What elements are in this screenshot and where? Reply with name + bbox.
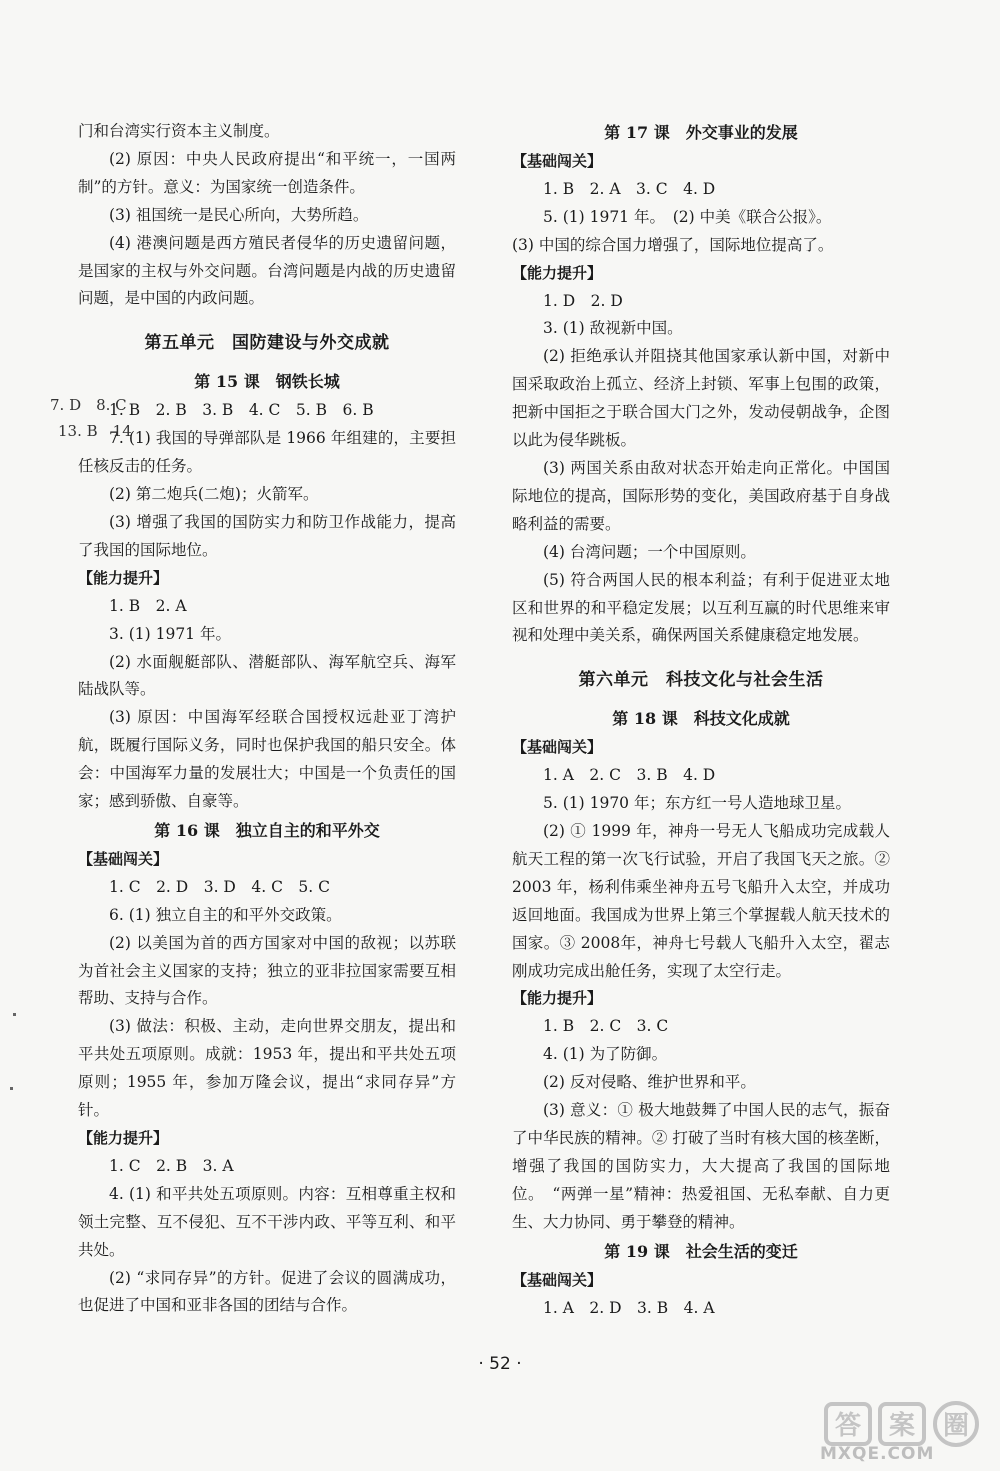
answer-paragraph: 1. C 2. B 3. A bbox=[109, 1156, 234, 1175]
answer-paragraph: 1. A 2. C 3. B 4. D bbox=[543, 766, 716, 785]
watermark-url: MXQE.COM bbox=[820, 1444, 935, 1464]
answer-paragraph: (3) 原因：中国海军经联合国授权远赴亚丁湾护航，既履行国际义务，同时也保护我国的船只安全。体会：中国海军力量的发展壮大；中国是一个负责任的国家；感到骄傲、自豪等。 bbox=[78, 708, 456, 811]
answer-paragraph: 7. (1) 我国的导弹部队是 1966 年组建的，主要担任核反击的任务。 bbox=[78, 429, 456, 476]
section-label: 【基础闯关】 bbox=[512, 1270, 603, 1289]
section-label: 【能力提升】 bbox=[512, 989, 603, 1008]
answer-paragraph: 5. (1) 1970 年；东方红一号人造地球卫星。 bbox=[543, 794, 851, 813]
answer-paragraph: 1. B 2. C 3. C bbox=[543, 1017, 669, 1036]
answer-paragraph: (5) 符合两国人民的根本利益；有利于促进亚太地区和世界的和平稳定发展；以互利互赢的时代思维来审视和处理中美关系，确保两国关系健康稳定地发展。 bbox=[512, 570, 890, 645]
stray-answer-fragment-2: 13. B 14 bbox=[58, 422, 132, 440]
answer-paragraph: (4) 台湾问题；一个中国原则。 bbox=[543, 542, 756, 561]
answer-paragraph: (2) 拒绝承认并阻挠其他国家承认新中国，对新中国采取政治上孤立、经济上封锁、军事上包围的政策，把新中国拒之于联合国大门之外，发动侵朝战争，企图以此为侵华跳板。 bbox=[512, 347, 890, 450]
answer-paragraph: (2) 原因：中央人民政府提出“和平统一，一国两制”的方针。意义：为国家统一创造条件。 bbox=[78, 149, 456, 196]
answer-paragraph: 3. (1) 1971 年。 bbox=[109, 624, 231, 643]
answer-paragraph: (2) 以美国为首的西方国家对中国的敌视；以苏联为首社会主义国家的支持；独立的亚非拉国家需要互相帮助、支持与合作。 bbox=[78, 933, 456, 1008]
answer-paragraph: (3) 祖国统一是民心所向，大势所趋。 bbox=[109, 205, 369, 224]
lesson-title: 第 18 课 科技文化成就 bbox=[612, 709, 790, 729]
answer-paragraph: 1. D 2. D bbox=[543, 291, 623, 310]
section-label: 【能力提升】 bbox=[78, 1129, 169, 1147]
lesson-title: 第 15 课 钢铁长城 bbox=[194, 372, 340, 392]
answer-paragraph: (2) 水面舰艇部队、潜艇部队、海军航空兵、海军陆战队等。 bbox=[78, 652, 456, 699]
answer-paragraph: 6. (1) 独立自主的和平外交政策。 bbox=[109, 905, 342, 924]
section-label: 【基础闯关】 bbox=[512, 738, 603, 757]
answer-paragraph: (2) “求同存异”的方针。促进了会议的圆满成功，也促进了中国和亚非各国的团结与合作。 bbox=[78, 1268, 456, 1315]
answer-paragraph: (2) 第二炮兵(二炮)；火箭军。 bbox=[109, 485, 319, 504]
answer-paragraph: 1. C 2. D 3. D 4. C 5. C bbox=[109, 877, 331, 896]
answer-paragraph: (3) 两国关系由敌对状态开始走向正常化。中国国际地位的提高，国际形势的变化，美国政府基于自身战略利益的需要。 bbox=[512, 458, 890, 533]
answer-paragraph: (4) 港澳问题是西方殖民者侵华的历史遗留问题，是国家的主权与外交问题。台湾问题是内战的历史遗留问题，是中国的内政问题。 bbox=[78, 233, 456, 308]
watermark-char-1: 答 bbox=[834, 1411, 862, 1441]
answer-paragraph: 1. B 2. B 3. B 4. C 5. B 6. B bbox=[109, 401, 374, 420]
left-column bbox=[78, 118, 456, 1320]
section-label: 【能力提升】 bbox=[78, 568, 169, 587]
page-number: · 52 · bbox=[478, 1354, 522, 1374]
answer-paragraph: (3) 做法：积极、主动，走向世界交朋友，提出和平共处五项原则。成就：1953 年，提出和平共处五项原则；1955 年，参加万隆会议，提出“求同存异”方针。 bbox=[78, 1017, 456, 1120]
answer-paragraph: 5. (1) 1971 年。 (2) 中美《联合公报》。 bbox=[543, 207, 832, 226]
answer-paragraph: 1. B 2. A 3. C 4. D bbox=[543, 179, 716, 198]
lesson-title: 第 17 课 外交事业的发展 bbox=[604, 123, 798, 142]
answer-paragraph: (2) ① 1999 年，神舟一号无人飞船成功完成载人航天工程的第一次飞行试验，开启了我国飞天之旅。② 2003 年，杨利伟乘坐神舟五号飞船升入太空，并成功返回地面。我国成为世界上第三个掌握载人航天技术的国家。③ 2008年，神舟七号载人飞船升入太空，翟志刚成功完成出舱任务，实现了太空行走。 bbox=[512, 822, 890, 980]
section-label: 【基础闯关】 bbox=[78, 849, 169, 868]
answer-paragraph: 门和台湾实行资本主义制度。 bbox=[78, 122, 280, 140]
answer-paragraph: (3) 增强了我国的国防实力和防卫作战能力，提高了我国的国际地位。 bbox=[78, 512, 456, 559]
scan-speck bbox=[10, 1087, 13, 1090]
lesson-title: 第 16 课 独立自主的和平外交 bbox=[154, 820, 380, 840]
answer-paragraph: 4. (1) 和平共处五项原则。内容：互相尊重主权和领土完整、互不侵犯、互不干涉内政、平等互利、和平共处。 bbox=[78, 1184, 456, 1259]
section-label: 【能力提升】 bbox=[512, 263, 603, 282]
answer-paragraph: (3) 意义：① 极大地鼓舞了中国人民的志气，振奋了中华民族的精神。② 打破了当时有核大国的核垄断，增强了我国的国防实力，大大提高了我国的国际地位。 “两弹一星”精神：热爱祖国、无私奉献、自力更生、大力协同、勇于攀登的精神。 bbox=[512, 1101, 890, 1231]
answer-paragraph: 1. B 2. A bbox=[109, 596, 187, 615]
unit-title: 第五单元 国防建设与外交成就 bbox=[144, 333, 390, 354]
unit-title: 第六单元 科技文化与社会生活 bbox=[578, 670, 824, 691]
watermark-char-2: 案 bbox=[888, 1411, 916, 1441]
scan-speck bbox=[13, 1013, 16, 1016]
lesson-title: 第 19 课 社会生活的变迁 bbox=[604, 1241, 798, 1261]
answer-paragraph: 1. A 2. D 3. B 4. A bbox=[543, 1298, 715, 1317]
answer-paragraph: (2) 反对侵略、维护世界和平。 bbox=[543, 1073, 756, 1092]
answer-paragraph: 4. (1) 为了防御。 bbox=[543, 1045, 668, 1064]
watermark-char-3: 圈 bbox=[942, 1411, 970, 1441]
stray-answer-fragment-1: 7. D 8. C bbox=[50, 396, 127, 414]
section-label: 【基础闯关】 bbox=[512, 152, 603, 170]
right-column bbox=[512, 118, 890, 1322]
answer-paragraph: (3) 中国的综合国力增强了，国际地位提高了。 bbox=[512, 235, 834, 254]
answer-paragraph: 3. (1) 敌视新中国。 bbox=[543, 319, 683, 338]
